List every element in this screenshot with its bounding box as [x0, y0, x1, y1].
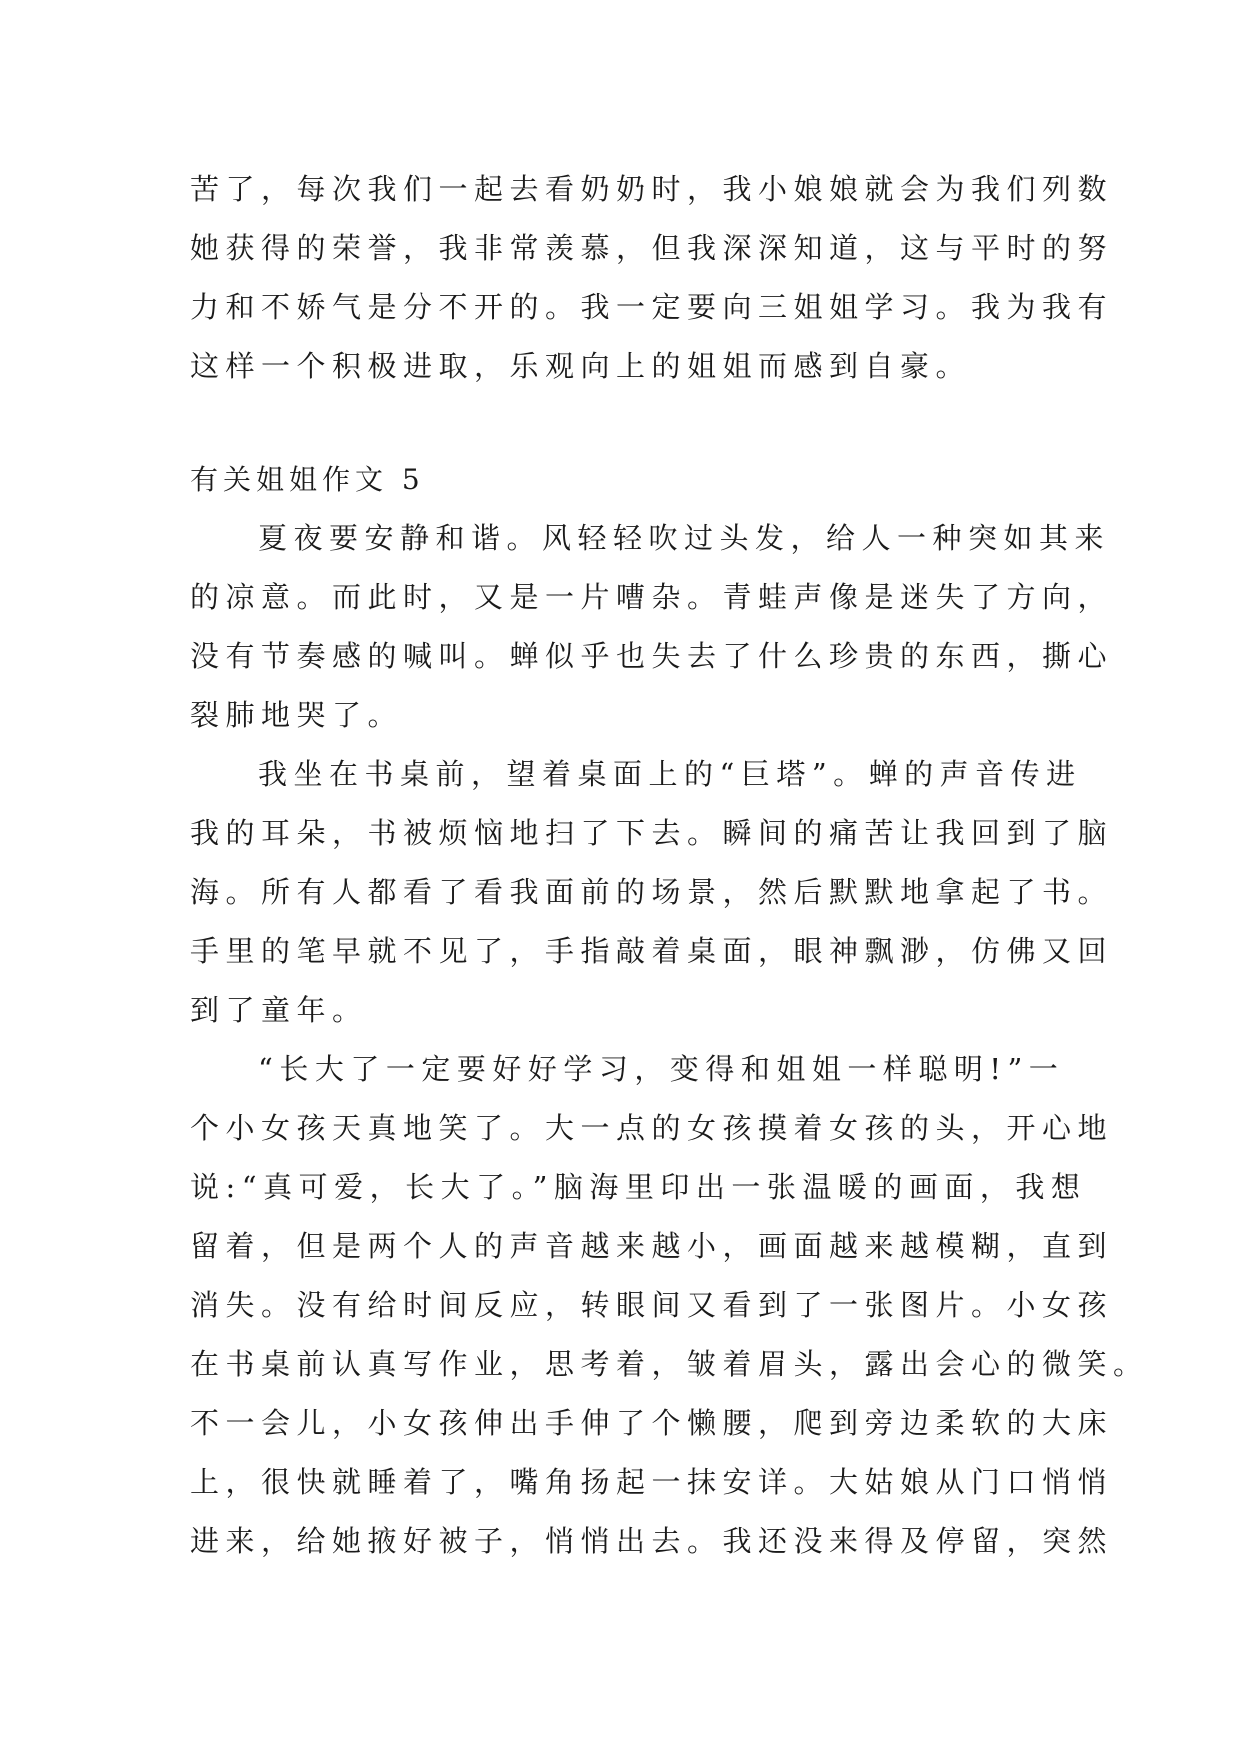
text-line: 留着，但是两个人的声音越来越小，画面越来越模糊，直到: [190, 1229, 1114, 1263]
text-line: 我的耳朵，书被烦恼地扫了下去。瞬间的痛苦让我回到了脑: [190, 816, 1114, 850]
text-line: 上，很快就睡着了，嘴角扬起一抹安详。大姑娘从门口悄悄: [190, 1465, 1114, 1499]
text-line: 手里的笔早就不见了，手指敲着桌面，眼神飘渺，仿佛又回: [190, 934, 1114, 968]
text-line: 的凉意。而此时，又是一片嘈杂。青蛙声像是迷失了方向，: [190, 580, 1114, 614]
text-line: 海。所有人都看了看我面前的场景，然后默默地拿起了书。: [190, 875, 1114, 909]
paragraph-3: [190, 1040, 1149, 1571]
text-line: 我坐在书桌前，望着桌面上的“巨塔”。蝉的声音传进: [258, 757, 1082, 791]
text-line: 不一会儿，小女孩伸出手伸了个懒腰，爬到旁边柔软的大床: [190, 1406, 1114, 1440]
text-line: 苦了，每次我们一起去看奶奶时，我小娘娘就会为我们列数: [190, 172, 1114, 206]
document-page: [190, 160, 1149, 1571]
text-line: 个小女孩天真地笑了。大一点的女孩摸着女孩的头，开心地: [190, 1111, 1114, 1145]
text-line: 没有节奏感的喊叫。蝉似乎也失去了什么珍贵的东西，撕心: [190, 639, 1114, 673]
intro-paragraph: [190, 160, 1114, 396]
text-line: 说:“真可爱，长大了。”脑海里印出一张温暖的画面，我想: [190, 1170, 1087, 1204]
text-line: 她获得的荣誉，我非常羡慕，但我深深知道，这与平时的努: [190, 231, 1114, 265]
section-heading: 有关姐姐作文 5: [190, 463, 425, 496]
text-line: 夏夜要安静和谐。风轻轻吹过头发，给人一种突如其来: [258, 521, 1111, 555]
text-line: 力和不娇气是分不开的。我一定要向三姐姐学习。我为我有: [190, 290, 1114, 324]
text-line: 裂肺地哭了。: [190, 698, 404, 732]
paragraph-2: [190, 745, 1114, 1040]
text-line: 这样一个积极进取，乐观向上的姐姐而感到自豪。: [190, 349, 972, 383]
text-line: 进来，给她掖好被子，悄悄出去。我还没来得及停留，突然: [190, 1524, 1114, 1558]
text-line: 到了童年。: [190, 993, 368, 1027]
paragraph-1: [190, 509, 1114, 745]
text-line: 消失。没有给时间反应，转眼间又看到了一张图片。小女孩: [190, 1288, 1114, 1322]
text-line: 在书桌前认真写作业，思考着，皱着眉头，露出会心的微笑。: [190, 1347, 1149, 1381]
text-line: “长大了一定要好好学习，变得和姐姐一样聪明!”一: [258, 1052, 1065, 1086]
